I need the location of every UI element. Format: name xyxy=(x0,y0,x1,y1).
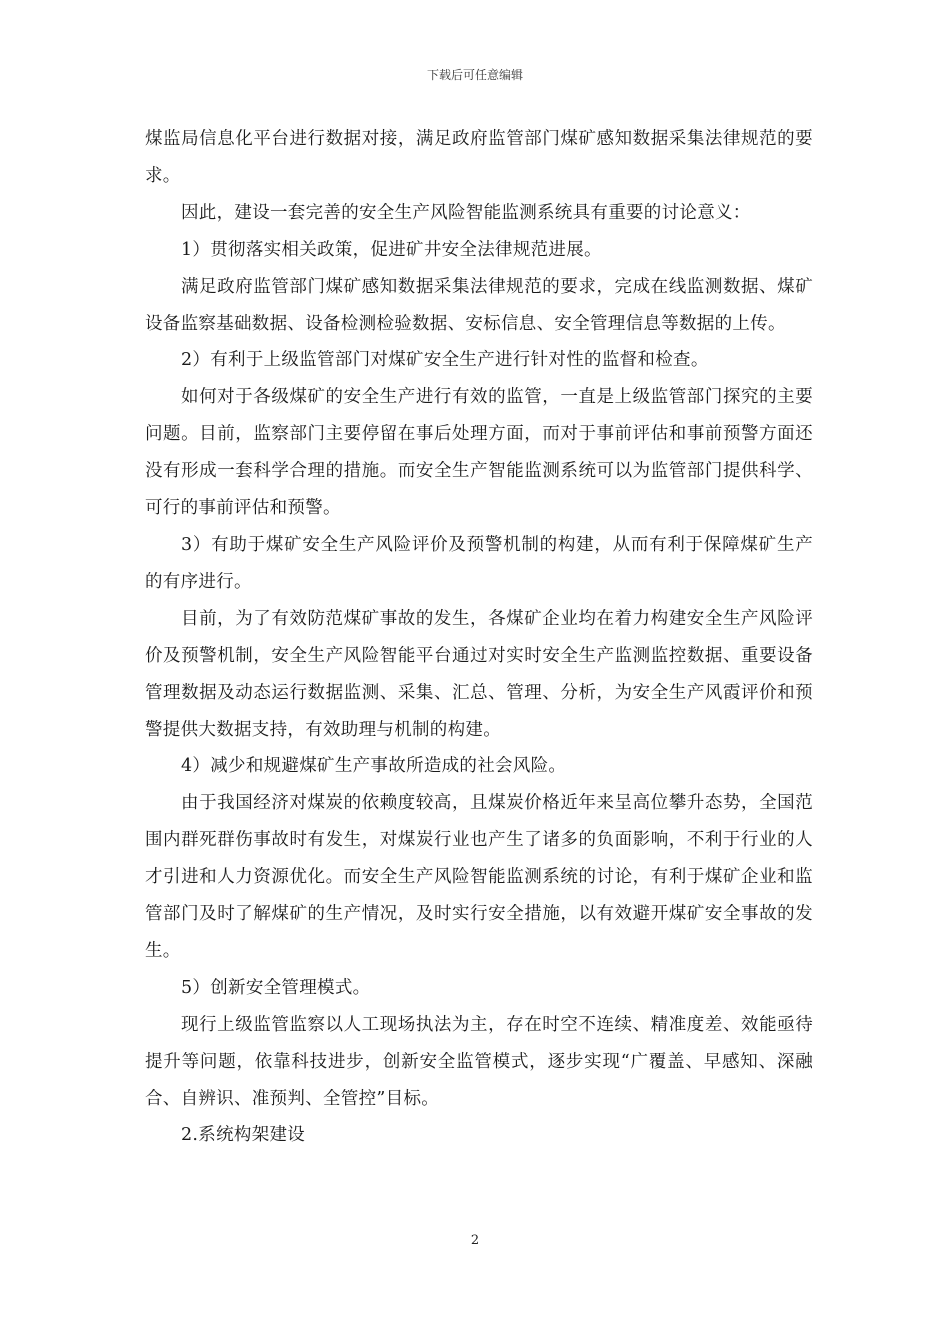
section-heading: 2.系统构架建设 xyxy=(181,1125,306,1146)
page-number: 2 xyxy=(470,1233,480,1248)
list-heading: 2）有利于上级监管部门对煤矿安全生产进行针对性的监督和检查。 xyxy=(181,350,709,371)
paragraph: 满足政府监管部门煤矿感知数据采集法律规范的要求，完成在线监测数据、煤矿设备监察基础数据、设备检测检验数据、安标信息、安全管理信息等数据的上传。 xyxy=(145,276,813,334)
list-heading: 4）减少和规避煤矿生产事故所造成的社会风险。 xyxy=(181,756,567,777)
page-header: 下载后可任意编辑 xyxy=(426,68,523,82)
document-body xyxy=(145,121,813,1154)
list-heading: 1）贯彻落实相关政策，促进矿井安全法律规范进展。 xyxy=(181,239,602,260)
paragraph: 煤监局信息化平台进行数据对接，满足政府监管部门煤矿感知数据采集法律规范的要求。 xyxy=(145,129,813,186)
list-heading: 3）有助于煤矿安全生产风险评价及预警机制的构建，从而有利于保障煤矿生产的有序进行。 xyxy=(145,534,813,592)
paragraph: 由于我国经济对煤炭的依赖度较高，且煤炭价格近年来呈高位攀升态势，全国范围内群死群伤事故时有发生，对煤炭行业也产生了诸多的负面影响，不利于行业的人才引进和人力资源优化。而安全生产风险智能监测系统的讨论，有利于煤矿企业和监管部门及时了解煤矿的生产情况，及时实行安全措施，以有效避开煤矿安全事故的发生。 xyxy=(145,793,813,961)
list-heading: 5）创新安全管理模式。 xyxy=(181,977,371,998)
paragraph: 现行上级监管监察以人工现场执法为主，存在时空不连续、精准度差、效能亟待提升等问题，依靠科技进步，创新安全监管模式，逐步实现“广覆盖、早感知、深融合、自辨识、准预判、全管控”目标。 xyxy=(145,1014,813,1109)
paragraph: 如何对于各级煤矿的安全生产进行有效的监管，一直是上级监管部门探究的主要问题。目前，监察部门主要停留在事后处理方面，而对于事前评估和事前预警方面还没有形成一套科学合理的措施。而安全生产智能监测系统可以为监管部门提供科学、可行的事前评估和预警。 xyxy=(145,387,813,519)
paragraph: 因此，建设一套完善的安全生产风险智能监测系统具有重要的讨论意义： xyxy=(181,202,751,223)
paragraph: 目前，为了有效防范煤矿事故的发生，各煤矿企业均在着力构建安全生产风险评价及预警机制，安全生产风险智能平台通过对实时安全生产监测监控数据、重要设备管理数据及动态运行数据监测、采集、汇总、管理、分析，为安全生产风霞评价和预警提供大数据支持，有效助理与机制的构建。 xyxy=(145,608,813,740)
